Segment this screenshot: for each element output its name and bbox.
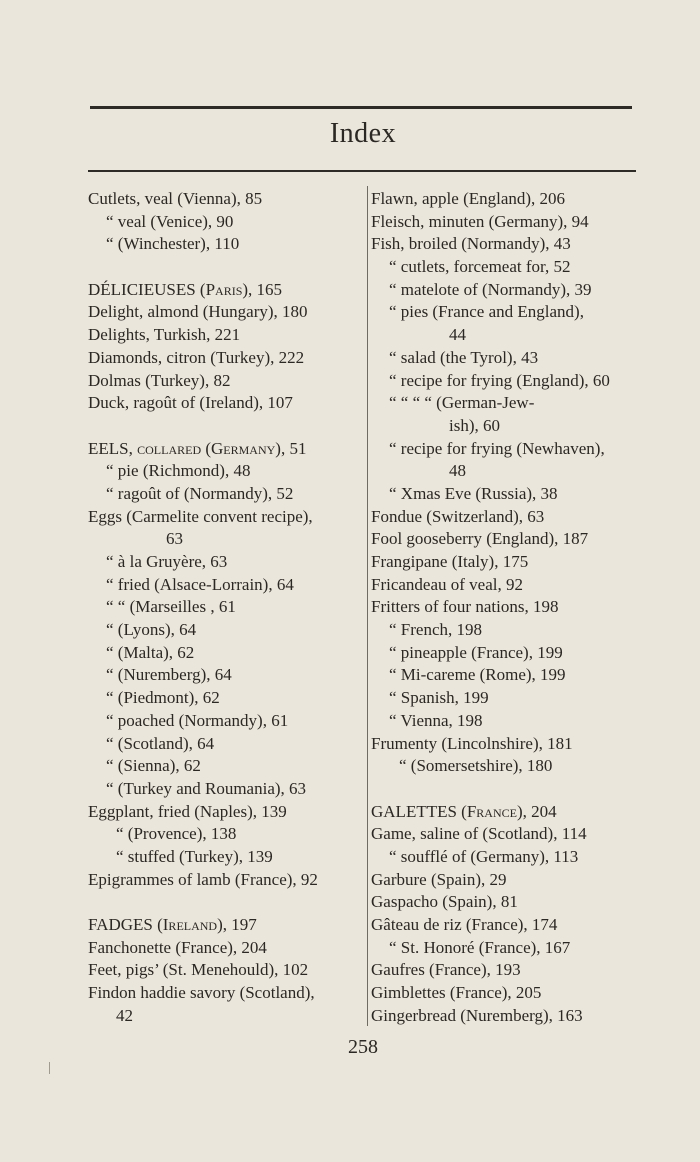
index-entry: “ pineapple (France), 199 <box>389 642 563 662</box>
index-entry: ish), 60 <box>449 415 500 435</box>
index-entry: “ pie (Richmond), 48 <box>106 461 251 481</box>
index-entry: “ Spanish, 199 <box>389 688 489 708</box>
index-entry: Flawn, apple (England), 206 <box>371 189 566 208</box>
index-entry: Diamonds, citron (Turkey), 222 <box>88 347 305 367</box>
index-entry: Fritters of four nations, 198 <box>371 597 559 617</box>
index-entry: Eggs (Carmelite convent recipe), <box>88 506 313 526</box>
index-entry: Fanchonette (France), 204 <box>88 937 267 957</box>
index-entry: Game, saline of (Scotland), 114 <box>371 824 587 844</box>
index-entry: FADGES (Ireland), 197 <box>88 915 257 934</box>
index-entry: “ (Sienna), 62 <box>106 756 201 776</box>
top-rule <box>90 106 632 109</box>
index-entry: “ cutlets, forcemeat for, 52 <box>389 257 571 277</box>
index-entry: “ “ (Marseilles , 61 <box>106 597 236 617</box>
index-entry: Epigrammes of lamb (France), 92 <box>88 869 318 889</box>
index-left-column <box>88 188 360 1027</box>
index-entry: 48 <box>449 461 466 481</box>
index-entry: EELS, collared (Germany), 51 <box>88 438 307 458</box>
page-title: Index <box>329 118 397 149</box>
column-divider <box>367 186 368 1026</box>
index-entry: “ matelote of (Normandy), 39 <box>389 279 592 299</box>
index-entry: “ recipe for frying (Newhaven), <box>389 438 605 458</box>
index-entry: “ pies (France and England), <box>389 302 584 322</box>
index-entry: Dolmas (Turkey), 82 <box>88 370 231 390</box>
index-entry: Eggplant, fried (Naples), 139 <box>88 801 287 821</box>
index-entry: “ stuffed (Turkey), 139 <box>116 846 273 866</box>
index-entry: 44 <box>449 325 466 345</box>
index-entry: “ (Provence), 138 <box>116 824 237 844</box>
title-underline <box>88 170 636 172</box>
entry-spacer <box>88 415 360 438</box>
index-entry: Fish, broiled (Normandy), 43 <box>371 234 571 254</box>
index-entry: “ French, 198 <box>389 620 483 640</box>
index-entry: Gaspacho (Spain), 81 <box>371 892 518 912</box>
index-entry: Findon haddie savory (Scotland), <box>88 983 315 1003</box>
page-number: 258 <box>348 1036 378 1058</box>
index-entry: “ Vienna, 198 <box>389 710 483 730</box>
index-entry: “ Mi-careme (Rome), 199 <box>389 665 566 685</box>
index-entry: Gingerbread (Nuremberg), 163 <box>371 1005 583 1025</box>
index-entry: “ (Winchester), 110 <box>106 234 240 254</box>
index-entry: “ (Piedmont), 62 <box>106 688 220 708</box>
index-entry: Delights, Turkish, 221 <box>88 325 241 345</box>
index-entry: “ (Somersetshire), 180 <box>399 756 553 776</box>
index-entry: Fondue (Switzerland), 63 <box>371 506 545 526</box>
index-entry: Gâteau de riz (France), 174 <box>371 915 558 934</box>
index-entry: “ fried (Alsace-Lorrain), 64 <box>106 574 294 594</box>
entry-spacer <box>88 256 360 279</box>
index-entry: 42 <box>116 1005 133 1025</box>
index-entry: “ St. Honoré (France), 167 <box>389 937 571 957</box>
index-entry: Frumenty (Lincolnshire), 181 <box>371 733 573 753</box>
entry-spacer <box>371 778 643 801</box>
index-entry: “ (Scotland), 64 <box>106 733 215 753</box>
index-entry: “ veal (Venice), 90 <box>106 211 234 231</box>
index-entry: “ ragoût of (Normandy), 52 <box>106 483 294 503</box>
index-entry: DÉLICIEUSES (Paris), 165 <box>88 279 283 299</box>
index-entry: “ “ “ “ (German-Jew- <box>389 393 535 413</box>
index-right-column <box>371 188 643 1027</box>
index-entry: “ salad (the Tyrol), 43 <box>389 347 539 367</box>
index-entry: “ (Malta), 62 <box>106 642 195 662</box>
index-entry: Duck, ragoût of (Ireland), 107 <box>88 393 293 413</box>
index-entry: “ à la Gruyère, 63 <box>106 552 228 571</box>
index-entry: Gaufres (France), 193 <box>371 960 521 980</box>
index-entry: “ (Nuremberg), 64 <box>106 665 232 685</box>
index-entry: “ poached (Normandy), 61 <box>106 710 289 730</box>
index-entry: Cutlets, veal (Vienna), 85 <box>88 189 263 208</box>
index-entry: Fleisch, minuten (Germany), 94 <box>371 211 589 231</box>
entry-spacer <box>88 891 360 914</box>
index-entry: “ Xmas Eve (Russia), 38 <box>389 483 558 503</box>
index-entry: GALETTES (France), 204 <box>371 801 557 821</box>
index-entry: Delight, almond (Hungary), 180 <box>88 302 308 322</box>
index-entry: Garbure (Spain), 29 <box>371 869 507 889</box>
index-entry: “ (Lyons), 64 <box>106 620 197 640</box>
index-entry: “ soufflé of (Germany), 113 <box>389 846 579 866</box>
index-entry: Feet, pigs’ (St. Menehould), 102 <box>88 960 309 980</box>
index-entry: Gimblettes (France), 205 <box>371 983 542 1003</box>
margin-mark <box>49 1062 50 1074</box>
index-entry: “ (Turkey and Roumania), 63 <box>106 778 307 798</box>
index-entry: Frangipane (Italy), 175 <box>371 552 529 571</box>
index-entry: 63 <box>166 529 183 549</box>
index-entry: “ recipe for frying (England), 60 <box>389 370 610 390</box>
index-entry: Fool gooseberry (England), 187 <box>371 529 589 549</box>
index-entry: Fricandeau of veal, 92 <box>371 574 523 594</box>
